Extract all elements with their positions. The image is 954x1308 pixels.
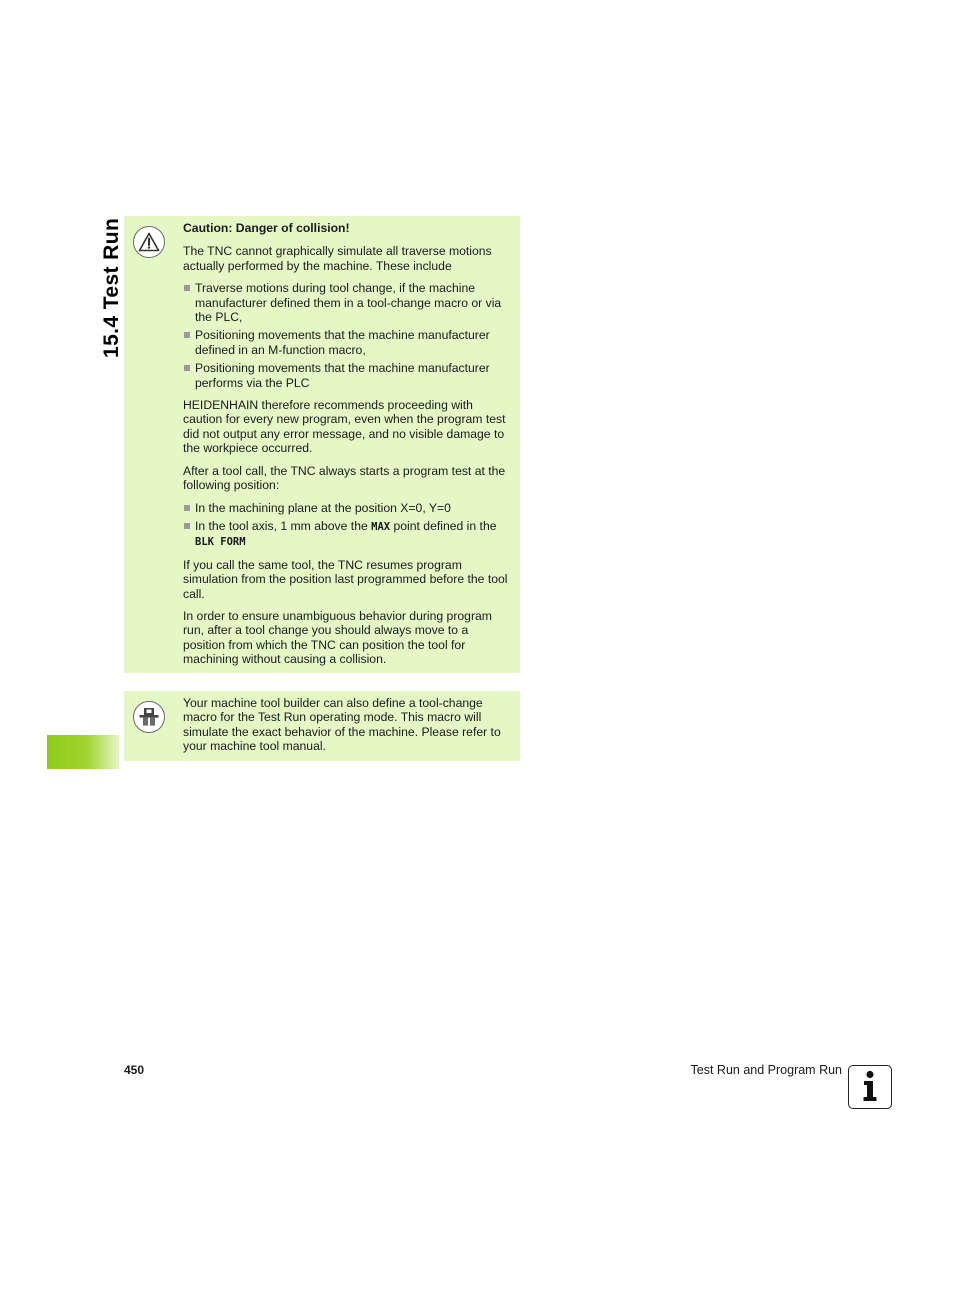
machine-note-content <box>183 696 513 754</box>
info-i-icon <box>848 1065 892 1109</box>
machine-note-box <box>124 691 520 761</box>
tool-change-paragraph: In order to ensure unambiguous behavior during program run, after a tool change you should always move to a position from which the TNC can position the tool for machining without causing a collision. <box>183 608 492 667</box>
max-code: MAX <box>371 520 391 533</box>
chapter-tab-marker <box>47 735 119 769</box>
chapter-title-text: 15.4 Test Run <box>100 217 123 358</box>
bullet-text: point defined in the <box>390 518 497 533</box>
caution-box <box>124 216 520 673</box>
caution-content <box>183 221 513 675</box>
machine-note-text: Your machine tool builder can also define a tool-change macro for the Test Run operating mode. This macro will simulate the exact behavior of the machine. Please refer to your machine tool manual. <box>183 696 501 754</box>
bullet-text: In the tool axis, 1 mm above the <box>195 518 372 533</box>
same-tool-paragraph: If you call the same tool, the TNC resumes program simulation from the position last programmed before the tool call. <box>183 557 508 601</box>
machine-tool-icon <box>133 701 165 733</box>
list-item <box>183 519 513 550</box>
blk-form-code: BLK FORM <box>195 536 246 549</box>
list-item: Traverse motions during tool change, if the machine manufacturer defined them in a tool-change macro or via the PLC, <box>183 281 513 324</box>
start-position-list <box>183 501 513 550</box>
start-position-paragraph: After a tool call, the TNC always starts a program test at the following position: <box>183 463 506 493</box>
warning-triangle-icon <box>133 226 165 258</box>
list-item: Positioning movements that the machine manufacturer defined in an M-function macro, <box>183 328 513 357</box>
page-number: 450 <box>124 1063 145 1077</box>
traverse-motion-list <box>183 281 513 390</box>
recommendation-paragraph: HEIDENHAIN therefore recommends proceeding with caution for every new program, even when the program test did not output any error message, and no visible damage to the workpiece occurred. <box>183 398 506 456</box>
list-item: Positioning movements that the machine manufacturer performs via the PLC <box>183 361 513 390</box>
list-item: In the machining plane at the position X=0, Y=0 <box>183 501 513 515</box>
chapter-side-title <box>76 214 123 364</box>
caution-title: Caution: Danger of collision! <box>183 221 350 235</box>
caution-intro: The TNC cannot graphically simulate all traverse motions actually performed by the machine. These include <box>183 244 492 273</box>
footer-section-title: Test Run and Program Run <box>690 1063 842 1077</box>
